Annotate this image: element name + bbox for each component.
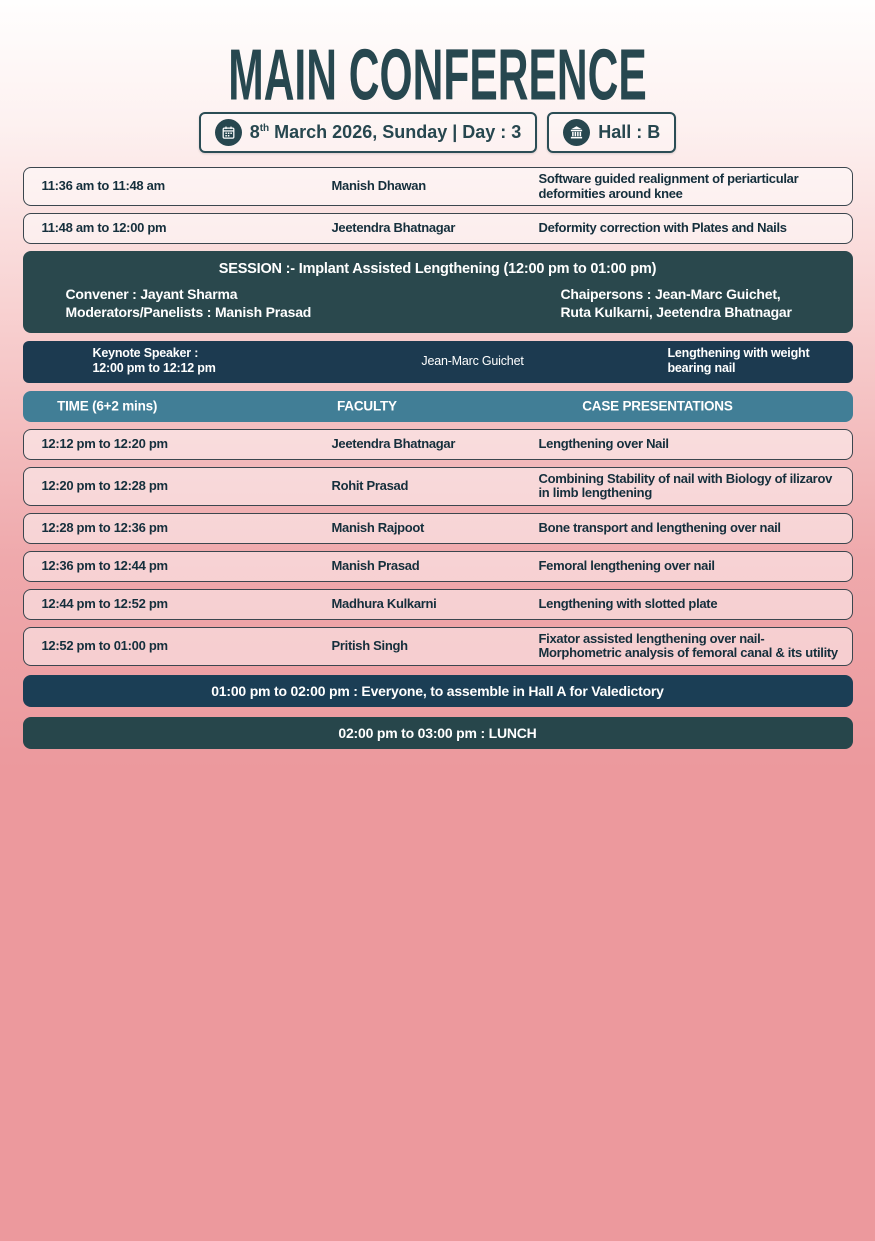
row-faculty: Pritish Singh xyxy=(331,637,408,653)
keynote-speaker: Jean-Marc Guichet xyxy=(421,353,524,368)
row-time: 12:28 pm to 12:36 pm xyxy=(41,519,168,535)
keynote-time: Keynote Speaker : 12:00 pm to 12:12 pm xyxy=(92,346,216,376)
row-time: 12:12 pm to 12:20 pm xyxy=(41,435,168,451)
column-header-case: CASE PRESENTATIONS xyxy=(582,398,733,414)
building-icon xyxy=(563,119,590,146)
pre-session-rows xyxy=(23,167,853,244)
hall-badge-label: Hall : B xyxy=(598,122,661,142)
session-convener: Convener : Jayant Sharma xyxy=(65,286,238,303)
row-time: 12:52 pm to 01:00 pm xyxy=(41,637,168,653)
valedictory-banner: 01:00 pm to 02:00 pm : Everyone, to assemble in Hall A for Valedictory xyxy=(23,675,853,707)
row-time: 11:48 am to 12:00 pm xyxy=(41,220,167,236)
row-faculty: Manish Dhawan xyxy=(331,178,426,194)
row-topic: Fixator assisted lengthening over nail- Morphometric analysis of femoral canal & its utility xyxy=(538,630,838,661)
row-time: 12:44 pm to 12:52 pm xyxy=(41,595,168,611)
session-moderators: Moderators/Panelists : Manish Prasad xyxy=(65,303,312,320)
column-header-time: TIME (6+2 mins) xyxy=(57,398,158,414)
table-row xyxy=(23,467,853,506)
table-header-row xyxy=(23,391,853,422)
table-row xyxy=(23,429,853,460)
row-faculty: Rohit Prasad xyxy=(331,477,409,493)
row-faculty: Jeetendra Bhatnagar xyxy=(331,220,456,236)
row-topic: Deformity correction with Plates and Nails xyxy=(538,220,787,236)
date-badge-label: 8th March 2026, Sunday | Day : 3 xyxy=(249,122,522,142)
row-topic: Lengthening over Nail xyxy=(538,435,669,451)
row-topic: Femoral lengthening over nail xyxy=(538,557,715,573)
session-title: SESSION :- Implant Assisted Lengthening (12:00 pm to 01:00 pm) xyxy=(218,261,657,278)
keynote-topic: Lengthening with weight bearing nail xyxy=(667,346,810,376)
row-topic: Combining Stability of nail with Biology of ilizarov in limb lengthening xyxy=(538,470,833,501)
row-topic: Software guided realignment of periarticular deformities around knee xyxy=(538,171,799,201)
row-time: 11:36 am to 11:48 am xyxy=(41,178,165,194)
row-faculty: Manish Rajpoot xyxy=(331,519,425,535)
session-banner xyxy=(23,251,853,333)
row-time: 12:20 pm to 12:28 pm xyxy=(41,477,168,493)
row-faculty: Jeetendra Bhatnagar xyxy=(331,435,456,451)
table-row xyxy=(23,167,853,206)
row-topic: Bone transport and lengthening over nail xyxy=(538,519,781,535)
row-time: 12:36 pm to 12:44 pm xyxy=(41,557,168,573)
session-chairpersons: Chaipersons : Jean-Marc Guichet, Ruta Kulkarni, Jeetendra Bhatnagar xyxy=(560,286,792,320)
calendar-icon xyxy=(215,119,242,146)
session-convener-moderators xyxy=(23,286,312,321)
case-presentation-rows xyxy=(23,429,853,666)
session-people xyxy=(23,286,853,321)
column-header-faculty: FACULTY xyxy=(337,398,397,414)
header-badges xyxy=(0,112,875,153)
hall-badge xyxy=(547,112,676,153)
table-row xyxy=(23,513,853,544)
lunch-banner: 02:00 pm to 03:00 pm : LUNCH xyxy=(23,717,853,749)
table-row xyxy=(23,551,853,582)
table-row xyxy=(23,627,853,666)
row-faculty: Madhura Kulkarni xyxy=(331,595,437,611)
row-topic: Lengthening with slotted plate xyxy=(538,595,718,611)
schedule-content xyxy=(23,167,853,749)
keynote-row xyxy=(23,341,853,383)
table-row xyxy=(23,589,853,620)
row-faculty: Manish Prasad xyxy=(331,557,420,573)
page-title: MAIN CONFERENCE xyxy=(228,33,647,116)
date-badge xyxy=(199,112,538,153)
table-row xyxy=(23,213,853,244)
